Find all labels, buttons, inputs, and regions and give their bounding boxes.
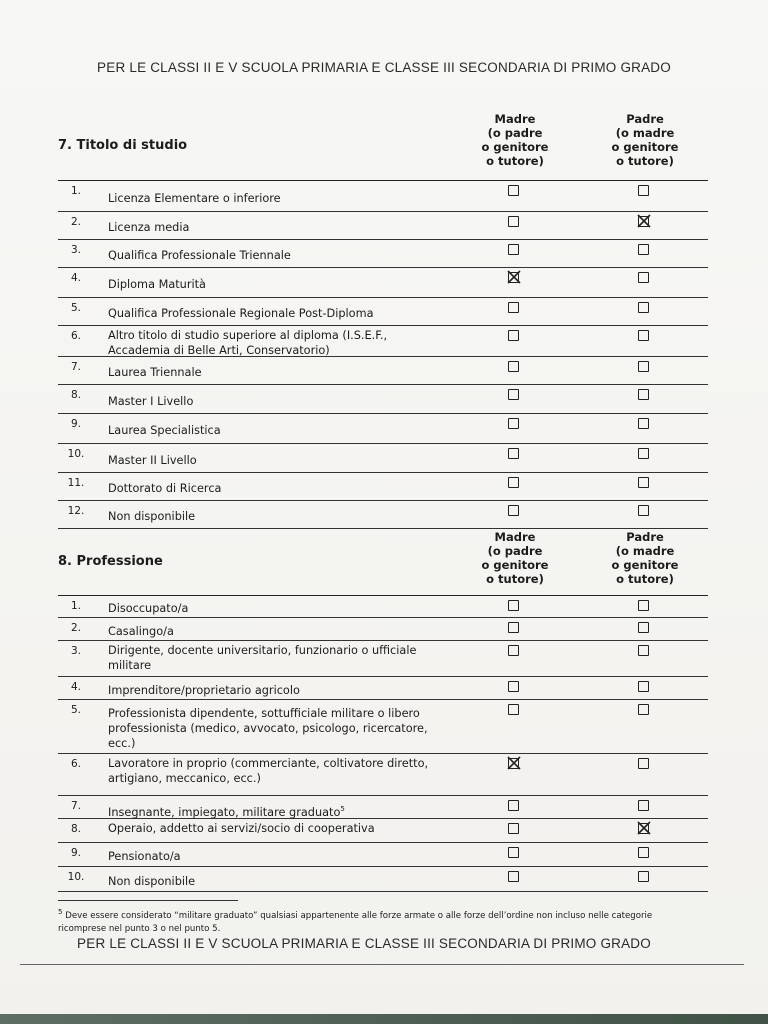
madre-checkbox[interactable] — [508, 389, 519, 400]
row-number: 8. — [70, 823, 82, 835]
madre-checkbox[interactable] — [508, 477, 519, 488]
row-number: 2. — [70, 622, 82, 634]
row-label: Laurea Specialistica — [108, 424, 221, 437]
table-row — [58, 212, 708, 240]
madre-checkbox[interactable] — [508, 823, 519, 834]
row-number: 1. — [70, 600, 82, 612]
row-number: 6. — [70, 758, 82, 770]
row-number: 7. — [70, 361, 82, 373]
table-row — [58, 240, 708, 268]
madre-checkbox[interactable] — [508, 622, 519, 633]
row-number: 11. — [67, 477, 85, 489]
row-number: 6. — [70, 330, 82, 342]
padre-checkbox[interactable] — [638, 244, 649, 255]
page-header: PER LE CLASSI II E V SCUOLA PRIMARIA E CLASSE III SECONDARIA DI PRIMO GRADO — [97, 60, 671, 75]
table-row — [58, 385, 708, 414]
row-number: 1. — [70, 185, 82, 197]
row-number: 10. — [67, 448, 85, 460]
footnote-ref: 5 — [340, 804, 345, 813]
table-row — [58, 641, 708, 677]
row-label: Professionista dipendente, sottufficiale militare o libero professionista (medico, avvocato, psicologo, ricercatore, ecc.) — [108, 707, 428, 750]
madre-checkbox[interactable] — [508, 244, 519, 255]
table-row — [58, 700, 708, 754]
padre-checkbox[interactable] — [638, 704, 649, 715]
footnote-text: Deve essere considerato “militare graduato” qualsiasi appartenente alle forze armate o alle forze dell’ordine non incluso nelle categorie ricomprese nel punto 3 o nel punto 5. — [58, 910, 653, 934]
table-row — [58, 867, 708, 892]
padre-checkbox[interactable] — [638, 622, 649, 633]
row-label: Master II Livello — [108, 453, 197, 467]
bottom-rule — [20, 964, 744, 965]
row-label: Imprenditore/proprietario agricolo — [108, 683, 300, 697]
madre-checkbox[interactable] — [508, 185, 519, 196]
row-number: 10. — [67, 871, 85, 883]
padre-checkbox[interactable] — [638, 505, 649, 516]
row-label: Disoccupato/a — [108, 602, 189, 615]
table-row — [58, 444, 708, 473]
row-label: Qualifica Professionale Regionale Post-Diploma — [108, 307, 374, 320]
padre-checkbox[interactable] — [638, 418, 649, 429]
padre-checkbox[interactable] — [638, 477, 649, 488]
table-row — [58, 357, 708, 385]
table-row — [58, 819, 708, 843]
madre-checkbox[interactable] — [508, 681, 519, 692]
row-number: 4. — [70, 681, 82, 693]
row-label: Operaio, addetto ai servizi/socio di cooperativa — [108, 822, 375, 835]
table-row — [58, 596, 708, 618]
table-row — [58, 326, 708, 357]
section8-rows — [58, 595, 708, 892]
padre-checkbox[interactable] — [638, 758, 649, 769]
row-label: Casalingo/a — [108, 624, 174, 638]
madre-checkbox[interactable] — [508, 216, 519, 227]
madre-checkbox[interactable] — [508, 847, 519, 858]
padre-checkbox[interactable] — [638, 216, 649, 227]
table-row — [58, 414, 708, 444]
row-label: Licenza media — [108, 221, 190, 234]
madre-checkbox[interactable] — [508, 272, 519, 283]
table-row — [58, 843, 708, 867]
section8-header — [58, 530, 706, 602]
padre-checkbox[interactable] — [638, 645, 649, 656]
padre-checkbox[interactable] — [638, 185, 649, 196]
madre-checkbox[interactable] — [508, 302, 519, 313]
madre-checkbox[interactable] — [508, 505, 519, 516]
table-row — [58, 796, 708, 819]
table-row — [58, 268, 708, 298]
section7-title: 7. Titolo di studio — [58, 138, 188, 153]
footnote — [58, 906, 678, 936]
padre-checkbox[interactable] — [638, 847, 649, 858]
table-row — [58, 677, 708, 700]
row-number: 3. — [70, 244, 82, 256]
madre-checkbox[interactable] — [508, 361, 519, 372]
section7-header — [58, 112, 706, 184]
footnote-divider — [58, 900, 238, 901]
row-label: Master I Livello — [108, 394, 194, 408]
padre-checkbox[interactable] — [638, 871, 649, 882]
madre-checkbox[interactable] — [508, 645, 519, 656]
madre-checkbox[interactable] — [508, 600, 519, 611]
padre-checkbox[interactable] — [638, 361, 649, 372]
table-row — [58, 501, 708, 529]
row-label: Diploma Maturità — [108, 278, 206, 291]
row-label: Non disponibile — [108, 510, 196, 523]
padre-checkbox[interactable] — [638, 389, 649, 400]
table-row — [58, 754, 708, 796]
row-label: Pensionato/a — [108, 850, 181, 863]
row-label: Dirigente, docente universitario, funzionario o ufficiale militare — [108, 644, 417, 672]
padre-checkbox[interactable] — [638, 448, 649, 459]
footnote-mark: 5 — [58, 908, 63, 916]
row-number: 8. — [70, 389, 82, 401]
row-number: 9. — [70, 418, 82, 430]
row-label: Dottorato di Ricerca — [108, 482, 222, 495]
madre-checkbox[interactable] — [508, 704, 519, 715]
section8-title: 8. Professione — [58, 554, 163, 569]
row-number: 5. — [70, 704, 82, 716]
row-number: 9. — [70, 847, 82, 859]
row-number: 4. — [70, 272, 82, 284]
row-label: Laurea Triennale — [108, 366, 202, 379]
row-number: 7. — [70, 800, 82, 812]
madre-checkbox[interactable] — [508, 871, 519, 882]
row-number: 12. — [67, 505, 85, 517]
row-label: Altro titolo di studio superiore al diploma (I.S.E.F., Accademia di Belle Arti, Conservatorio) — [108, 329, 388, 357]
padre-checkbox[interactable] — [638, 302, 649, 313]
section7-rows — [58, 180, 708, 529]
row-number: 3. — [70, 645, 82, 657]
row-label: Non disponibile — [108, 874, 196, 888]
padre-checkbox[interactable] — [638, 681, 649, 692]
padre-checkbox[interactable] — [638, 800, 649, 811]
madre-checkbox[interactable] — [508, 758, 519, 769]
row-number: 2. — [70, 216, 82, 228]
table-row — [58, 298, 708, 326]
padre-checkbox[interactable] — [638, 823, 649, 834]
padre-column-header-2: Padre (o madre o genitore o tutore) — [611, 530, 679, 586]
madre-checkbox[interactable] — [508, 418, 519, 429]
table-row — [58, 181, 708, 212]
madre-column-header-2: Madre (o padre o genitore o tutore) — [481, 530, 549, 586]
table-row — [58, 618, 708, 641]
madre-checkbox[interactable] — [508, 800, 519, 811]
padre-checkbox[interactable] — [638, 330, 649, 341]
table-row — [58, 473, 708, 501]
padre-checkbox[interactable] — [638, 272, 649, 283]
madre-checkbox[interactable] — [508, 330, 519, 341]
madre-checkbox[interactable] — [508, 448, 519, 459]
row-label: Qualifica Professionale Triennale — [108, 249, 291, 262]
row-label: Lavoratore in proprio (commerciante, coltivatore diretto, artigiano, meccanico, ecc.) — [108, 757, 429, 785]
bottom-band — [0, 1014, 768, 1024]
madre-column-header: Madre (o padre o genitore o tutore) — [481, 112, 549, 168]
row-number: 5. — [70, 302, 82, 314]
row-label: Licenza Elementare o inferiore — [108, 191, 281, 205]
row-label: Insegnante, impiegato, militare graduato$^5$ — [108, 804, 345, 819]
padre-column-header: Padre (o madre o genitore o tutore) — [611, 112, 679, 168]
page-footer: PER LE CLASSI II E V SCUOLA PRIMARIA E CLASSE III SECONDARIA DI PRIMO GRADO — [77, 936, 651, 951]
padre-checkbox[interactable] — [638, 600, 649, 611]
